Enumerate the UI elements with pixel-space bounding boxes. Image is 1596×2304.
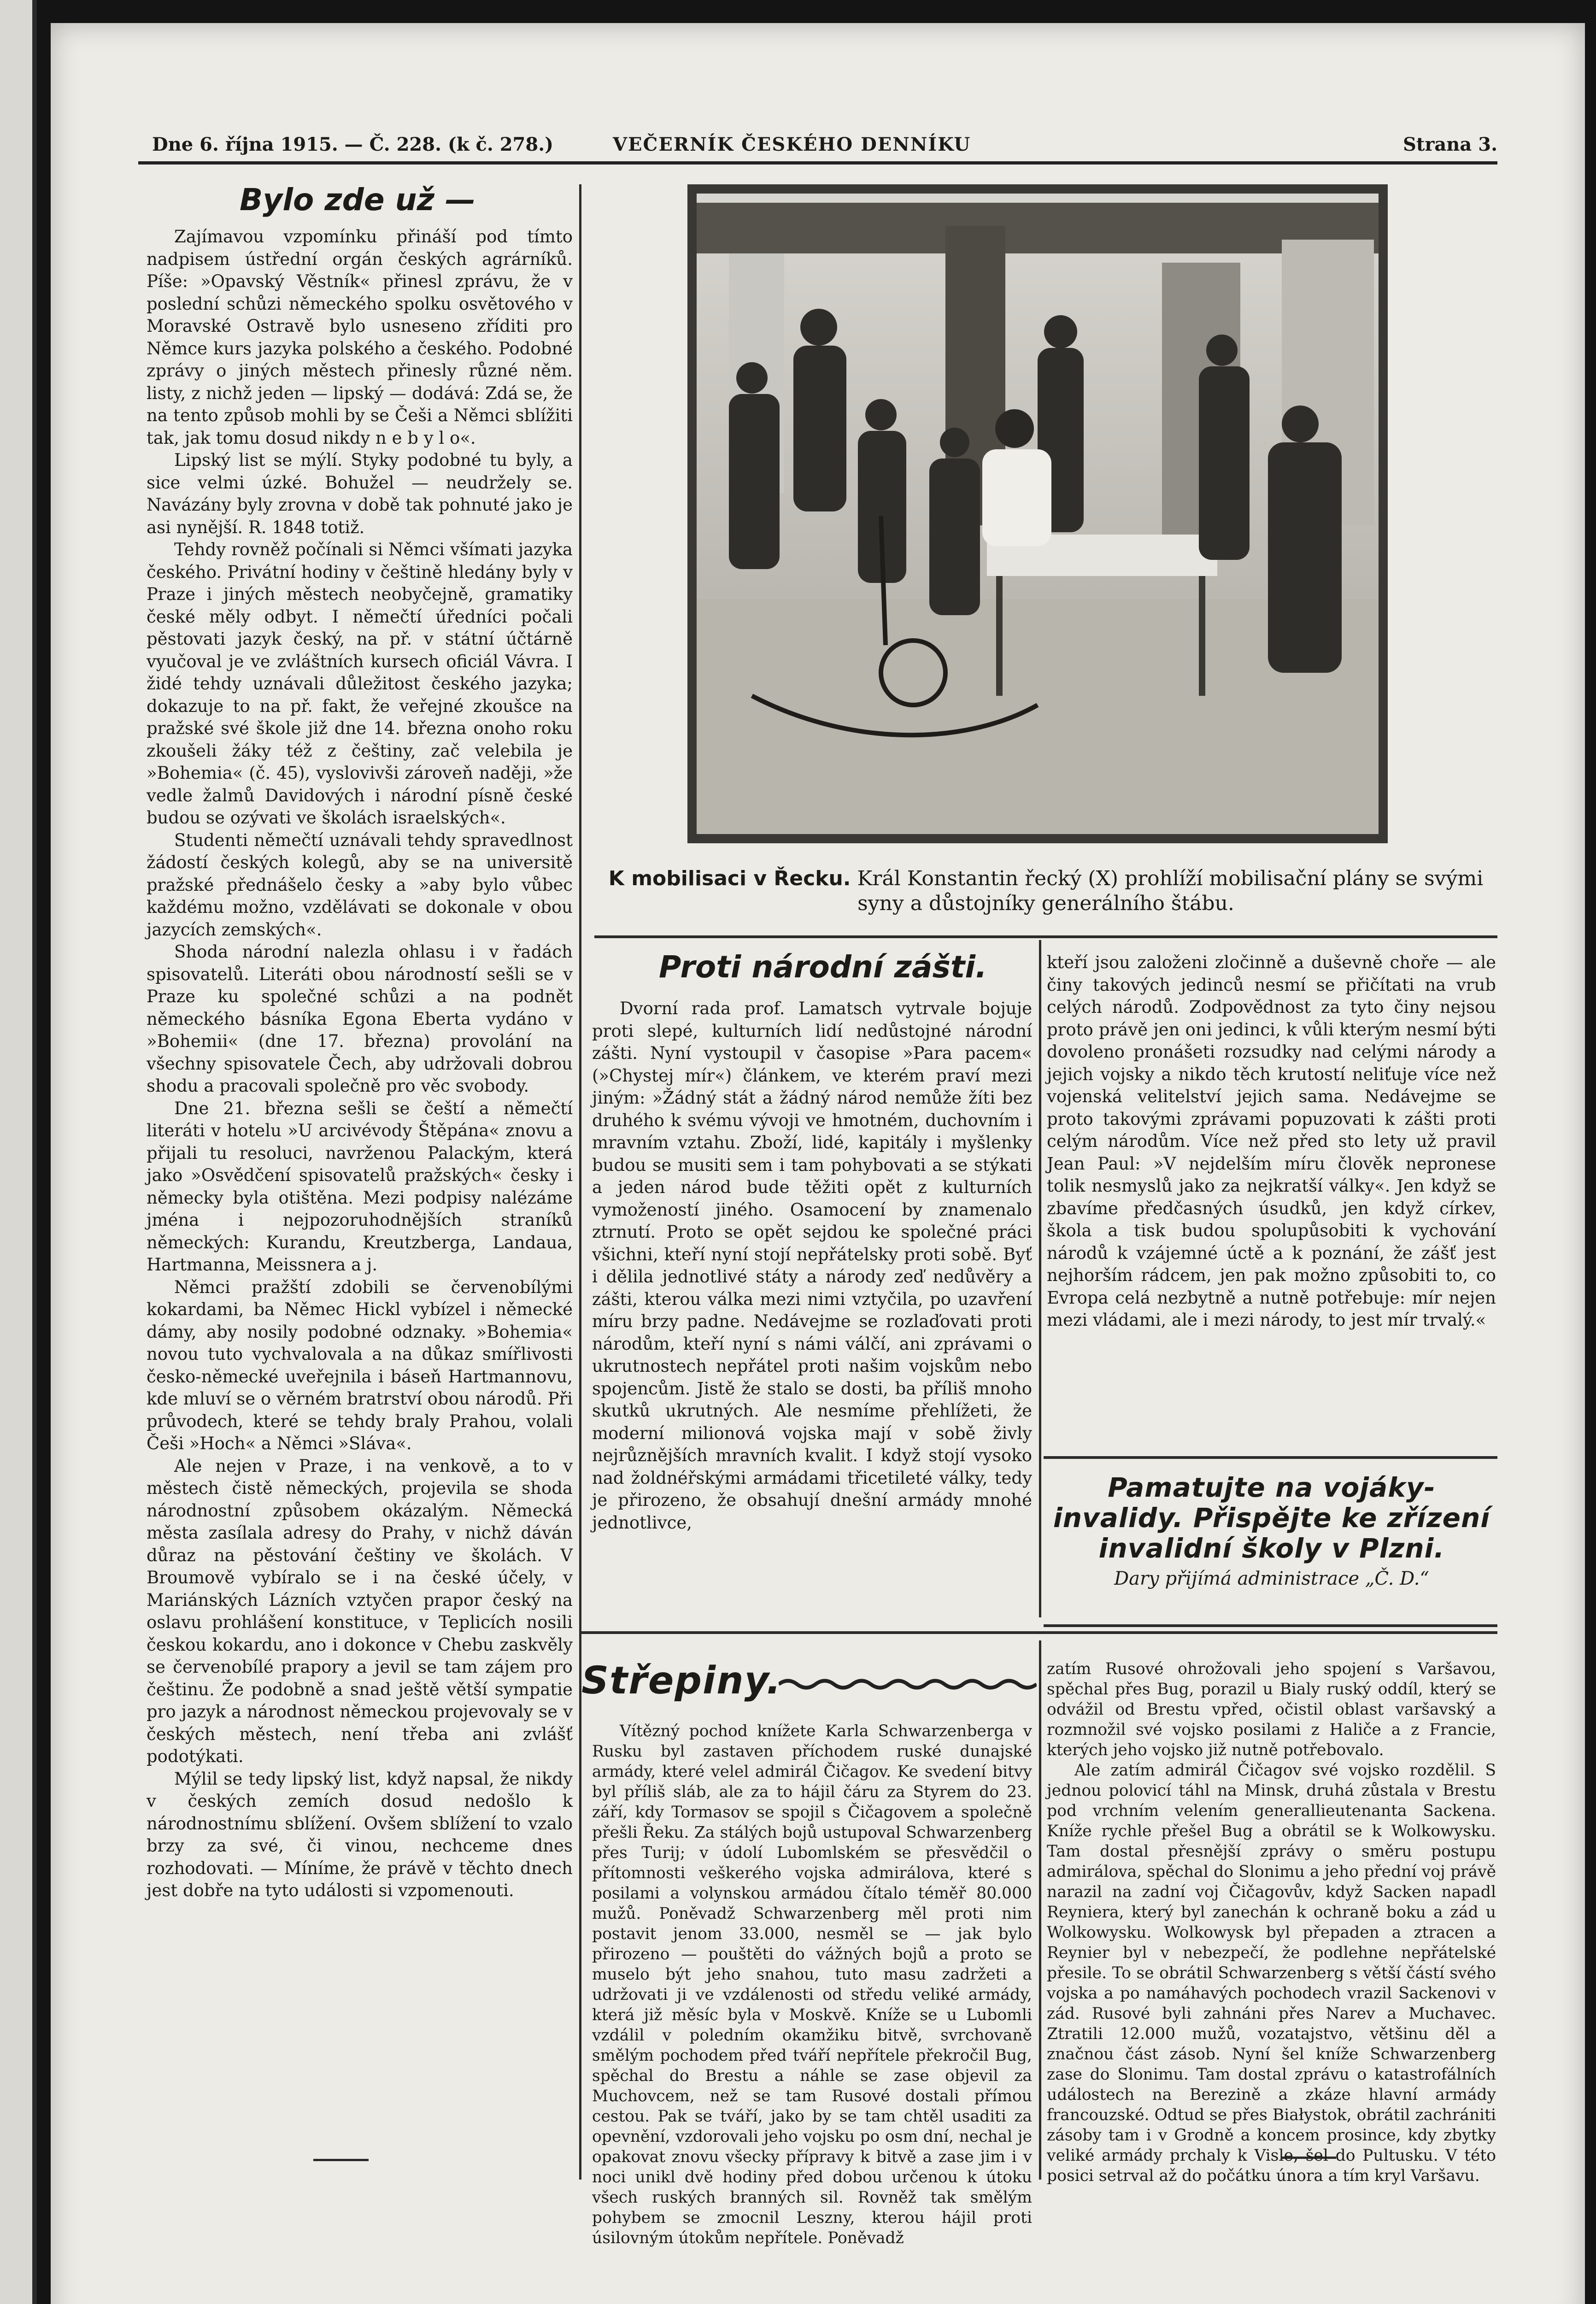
column-rule-right	[1039, 940, 1041, 1617]
article3-paragraph: Ale zatím admirál Čičagov své vojsko rozdělil. S jednou polovicí táhl na Minsk, druhá zůstala v Brestu pod vrchním velením generallieutenanta Sackena. Kníže rychle přešel Bug a obrátil se k Wolkowysku. Tam dostal přesnější zprávy o směru postupu admirálova, spěchal do Slonimu a jeho přední voj právě narazil na zadní voj Čičagovův, když Sacken napadl Reyniera, který byl zanechán k ochraně boku a zád u Wolkowysku. Wolkowysk byl přepaden a ztracen a Reynier byl v nebezpečí, že podlehne nepřátelské přesile. To se obrátil Schwarzenberg s větší částí svého vojska a po namáhavých pochodech vrazil Sackenovi v zád. Rusové byli zahnáni přes Narev a Muchavec. Ztratili 12.000 mužů, vozatajstvo, většinu děl a značnou část zásob. Nyní šel kníže Schwarzenberg zase do Slonimu. Tam dostal zprávu o katastrofálních událostech na Berezině a zkáze hlavní armády francouzské. Odtud se přes Białystok, obrátil zachrániti zásoby tam i v Grodně a koncem prosince, kdy zbytky veliké armády prchaly k Visle, šel do Pultusku. V této posici setrval až do počátku února a tím kryl Varšavu.	[1047, 1761, 1496, 2185]
article1-paragraph: Mýlil se tedy lipský list, když napsal, že nikdy v českých zemích dosud nedošlo k národnostnímu sblížení. Ovšem sblížení to vzalo brzy za své, či vinou, nechceme dnes rozhodovati. — Míníme, že právě v těchto dnech jest dobře na tyto události si vzpomenouti.	[147, 1769, 573, 1900]
article3-body-left	[592, 1721, 1032, 2248]
article1-paragraph: Tehdy rovněž počínali si Němci všímati jazyka českého. Privátní hodiny v češtině hledány byly v Praze i jiných městech neobyčejně, gramatiky české měly odbyt. I němečtí úředníci počali pěstovati jazyk český, na př. v státní účtárně vyučoval je ve zvláštních kursech oficiál Vávra. I židé tehdy uznávali důležitost českého jazyka; dokazuje to na př. fakt, že veřejné zkoušce na pražské své škole již dne 14. března onoho roku zkoušeli žáky též z češtiny, zač velebila je »Bohemia« (č. 45), vyslovivši zároveň naději, »že vedle žalmů Davidových i národní písně české budou se ozývati ve školách israelských«.	[147, 540, 573, 828]
article2-body-left	[592, 998, 1032, 1534]
page-header	[152, 134, 1497, 161]
article1-title: Bylo zde už —	[240, 182, 476, 217]
article2-paragraph: kteří jsou založeni zločinně a duševně choře — ale činy takových jedinců nesmí se přičítati na vrub celých národů. Zodpovědnost za tyto činy nejsou proto právě jen oni jedinci, k vůli kterým nesmí býti dovoleno pronášeti rozsudky nad celými národy a jejich vojsky a nikdo těch krutostí neliťuje více než vojenská velitelství jejich sama. Nedávejme se proto takovými zprávami popuzovati k zášti proti celým národům. Více než před sto lety už pravil Jean Paul: »V nejdelším míru člověk nepronese tolik nesmyslů jako za nejkratší války«. Jen když se zbavíme předčasných úsudků, jen když církev, škola a tisk budou spolupůsobiti k vychování národů k vzájemné úctě a k poznání, že zášť jest nejhorším rádcem, jen pak možno způsobiti to, co Evropa celá nezbytně a nutně potřebuje: mír nejen mezi vládami, ale i mezi národy, to jest mír trvalý.«	[1047, 952, 1496, 1330]
article2-title: Proti národní zášti.	[659, 949, 987, 985]
header-rule	[138, 161, 1497, 165]
notice-headline: Pamatujte na vojáky-invalidy. Přispějte ke zřízení invalidní školy v Plzni.	[1053, 1472, 1490, 1564]
photo-illustration	[687, 184, 1388, 843]
end-mark-left	[313, 2159, 369, 2161]
article2-paragraph: Dvorní rada prof. Lamatsch vytrvale bojuje proti slepé, kulturních lidí nedůstojné národní zášti. Nyní vystoupil v časopise »Para pacem« (»Chystej mír«) článkem, ve kterém praví mezi jiným: »Žádný stát a žádný národ nemůže žíti bez druhého k svému vývoji ve hmotném, duchovním i mravním vztahu. Zboží, lidé, kapitály i myšlenky budou se musiti sem i tam pohybovati a se stýkati a jeden národ bude těžiti opět z kulturních vymožeností jiného. Osamocení by znamenalo ztrnutí. Proto se opět sejdou ke společné práci všichni, kteří nyní stojí nepřátelsky proti sobě. Byť i dělila jednotlivé státy a národy zeď nedůvěry a zášti, kterou válka mezi nimi vztyčila, po uzavření míru brzy padne. Nedávejme se rozlaďovati proti národům, kteří nyní s námi válčí, ani zprávami o ukrutnostech nepřátel proti našim vojskům nebo spojencům. Jistě že stalo se dosti, ba příliš mnoho skutků ukrutných. Ale nesmíme přehlížeti, že moderní milionová vojska mají v sobě živly nejrůznějších mravních kvalit. I když stojí vysoko nad žoldnéřskými armádami třicetileté války, tedy je přirozeno, že obsahují dnešní armády mnohé jednotlivce,	[592, 999, 1032, 1533]
header-date-issue: Dne 6. října 1915. — Č. 228. (k č. 278.)	[152, 134, 554, 155]
caption-text: Král Konstantin řecký (X) prohlíží mobilisační plány se svými syny a důstojníky generálního štábu.	[857, 867, 1484, 915]
rule-below-notice	[1044, 1624, 1497, 1627]
article1-paragraph: Studenti němečtí uznávali tehdy spravedlnost žádostí českých kolegů, aby se na universitě pražské přednášelo česky a »aby bylo vůbec každému možno, vzdělávati se dokonale v obou jazycích zemských«.	[147, 830, 573, 940]
header-masthead: VEČERNÍK ČESKÉHO DENNÍKU	[613, 134, 971, 155]
article1-paragraph: Shoda národní nalezla ohlasu i v řadách spisovatelů. Literáti obou národností sešli se v Praze ku společné schůzi a na podnět německého básníka Egona Eberta vydáno v »Bohemii« (dne 17. března) provolání na všechny spisovatele Čech, aby udržovali dobrou shodu a pracovali společně pro věc svobody.	[147, 942, 573, 1096]
invalid-school-notice	[1046, 1472, 1497, 1589]
article1-body	[147, 226, 573, 1902]
caption-headline: K mobilisaci v Řecku.	[608, 867, 851, 890]
article2-body-right	[1047, 952, 1496, 1332]
article1-paragraph: Ale nejen v Praze, i na venkově, a to v městech čistě německých, projevila se shoda národnostní způsobem okázalým. Německá města zasílala adresy do Prahy, v nichž dáván důraz na pěstování češtiny ve školách. V Broumově vybíralo se i na české účely, v Mariánských Lázních vztyčen prapor český na oslavu prohlášení konstituce, v Teplicích nosili českou kokardu, ano i dokonce v Chebu zaskvěly se červenobílé prapory a jevil se tam zájem pro češtinu. Že podobně a snad ještě větší sympatie pro jazyk a národnost německou projevovaly se v českých městech, není třeba ani zvlášť podotýkati.	[147, 1456, 573, 1766]
photo-caption	[594, 866, 1497, 916]
adjacent-page-edge	[0, 0, 37, 2304]
notice-donations: Dary přijímá administrace „Č. D.“	[1114, 1568, 1429, 1589]
article3-paragraph: Vítězný pochod knížete Karla Schwarzenberga v Rusku byl zastaven příchodem ruské dunajské armády, které velel admirál Čičagov. Ke svedení bitvy byl příliš sláb, ale za to hájil čáru za Styrem do 23. září, kdy Tormasov se spojil s Čičagovem a společně přešli Řeku. Za stálých bojů ustupoval Schwarzenberg přes Turij; v údolí Lubomlském se přesvědčil o přítomnosti veškerého vojska admirálova, které s posilami a volynskou armádou čítalo téměř 80.000 mužů. Poněvadž Schwarzenberg měl proti nim postavit jenom 33.000, nesměl se — jak bylo přirozeno — pouštěti do vážných bojů a proto se muselo být jeho snahou, tuto masu zadržeti a udržovati ji ve vzdálenosti od středu veliké armády, která již měsíc byla v Moskvě. Kníže se u Lubomli vzdálil v poledním okamžiku bitvě, svrchovaně smělým pochodem před tváří nepřítele překročil Bug, spěchal do Brestu a náhle se zase objevil za Muchovcem, než se tam Rusové dostali přímou cestou. Pak se tváří, jako by se tam chtěl usaditi za opevnění, vzdorovali jeho vojsku po osm dní, nechal je opakovat znovu všecky přípravy k bitvě a zase jim i v noci unikl dvě hodiny před dobou určenou k útoku všech ruských branných sil. Rovněž tak smělým pohybem se zmocnil Leszny, kterou hájil proti úsilovným útokům nepřítele. Poněvadž	[592, 1722, 1032, 2247]
rule-above-notice	[1044, 1456, 1497, 1459]
rule-below-caption	[594, 935, 1497, 938]
article3-paragraph: zatím Rusové ohrožovali jeho spojení s Varšavou, spěchal přes Bug, porazil u Bialy ruský oddíl, který se odvážil od Brestu vpřed, očistil oblast varšavský a rozmnožil své vojsko posilami z Haliče a z Francie, kterých jeho vojsko již nutně potřebovalo.	[1047, 1660, 1496, 1759]
article1-paragraph: Lipský list se mýlí. Styky podobné tu byly, a sice velmi úzké. Bohužel — neudržely se. Navázány byly zrovna v době tak pohnuté jako je asi nynější. R. 1848 totiž.	[147, 450, 573, 537]
article3-title: Střepiny.	[581, 1659, 782, 1703]
header-page-number: Strana 3.	[1402, 134, 1497, 155]
column-rule-right-lower	[1039, 1640, 1041, 2180]
column-rule-left	[579, 184, 581, 2180]
ornamental-wavy-rule	[779, 1677, 1037, 1691]
rule-above-strepiny	[581, 1631, 1497, 1634]
article1-paragraph: Zajímavou vzpomínku přináší pod tímto nadpisem ústřední orgán českých agrárníků. Píše: »Opavský Věstník« přinesl zprávu, že v poslední schůzi německého spolku osvětového v Moravské Ostravě bylo usneseno zříditi pro Němce kurs jazyka polského a českého. Podobné zprávy o jiných městech přinesly různé něm. listy, z nichž jeden — lipský — dodává: Zdá se, že na tento způsob mohli by se Češi a Němci sblížiti tak, jak tomu dosud nikdy n e b y l o«.	[147, 227, 573, 448]
article1-paragraph: Němci pražští zdobili se červenobílými kokardami, ba Němec Hickl vybízel i německé dámy, aby nosily podobné odznaky. »Bohemia« novou tuto vychvalovala a na důkaz smířlivosti česko-německé uveřejnila i báseň Hartmannovu, kde mluví se o věrném bratrství obou národů. Při průvodech, které se tehdy braly Prahou, volali Češi »Hoch« a Němci »Sláva«.	[147, 1277, 573, 1453]
article1-paragraph: Dne 21. března sešli se čeští a němečtí literáti v hotelu »U arcivévody Štěpána« znovu a přijali tu resoluci, navrženou Palackým, která jako »Osvědčení spisovatelů pražských« česky i německy byla otištěna. Mezi podpisy nalézáme jména i nejpozoruhodnějších straníků německých: Kurandu, Kreutzberga, Landaua, Hartmanna, Meissnera a j.	[147, 1098, 573, 1275]
article3-body-right	[1047, 1659, 1496, 2186]
news-photograph	[687, 184, 1388, 843]
